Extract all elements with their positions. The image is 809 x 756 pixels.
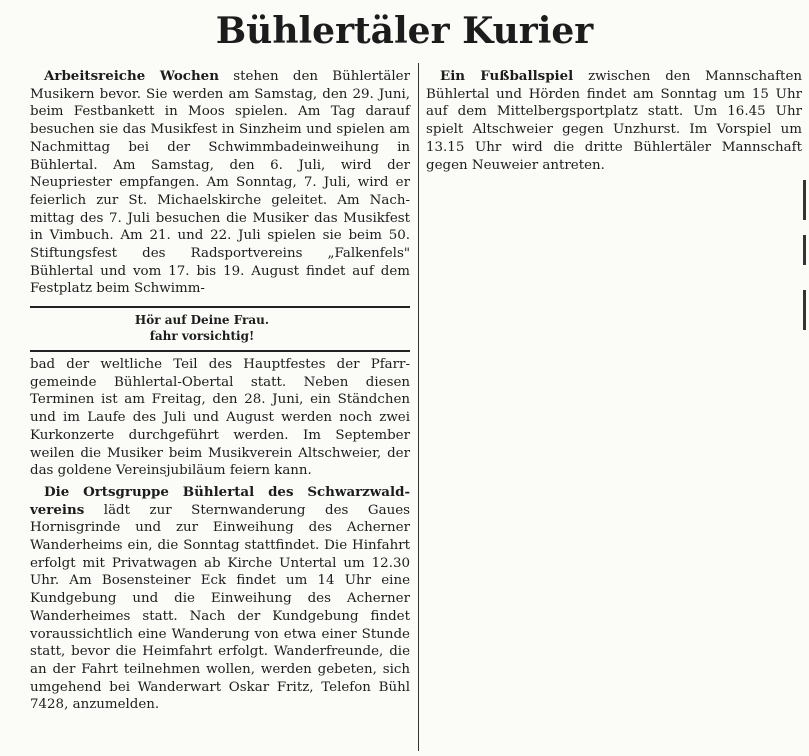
article-music-lead: Arbeitsreiche Wochen [44,68,219,84]
notice-rule-bottom [30,350,410,352]
scan-edge-mark [803,235,806,265]
column-divider [418,63,419,751]
article-music-part1 [30,68,410,298]
notice-box [30,312,410,344]
article-football-lead: Ein Fußballspiel [440,68,574,84]
notice-line1: Hör auf Deine Frau. [134,313,270,327]
article-football [426,68,802,174]
scan-edge-mark [803,180,806,220]
article-music-body2: bad der weltliche Teil des Hauptfestes der Pfarrgemeinde Bühlertal-Obertal statt. Neben diesen Terminen ist am Freitag, den 28. Juni, ein Ständchen und im Laufe des Juli und August werden noch zwei Kurkonzerte durchgeführt werden. Im September weilen die Musiker beim Musikverein Altschweier, der das goldene Vereinsjubiläum feiern kann. [30,357,410,479]
scan-edge-mark [803,290,806,330]
article-hiking-lead: Die Ortsgruppe Bühlertal des Schwarzwaldvereins [30,483,410,518]
newspaper-title: Bühlertäler Kurier [215,10,594,52]
article-football-body: zwischen den Mannschaften Bühlertal und Hörden findet am Sonntag um 15 Uhr auf dem Mittelbergsportplatz statt. Um 16.45 Uhr spielt Altschweier gegen Unzhurst. Im Vorspiel um 13.15 Uhr wird die dritte Bühlertäler Mannschaft gegen Neuweier antreten. [426,69,802,173]
notice-rule-top [30,306,410,308]
notice-line2: fahr vorsichtig! [149,329,255,343]
article-hiking-body: lädt zur Sternwanderung des Gaues Hornisgrinde und zur Einweihung des Acherner Wanderheims ein, die Sonntag stattfindet. Die Hinfahrt erfolgt mit Privatwagen ab Kirche Untertal um 12.30 Uhr. Am Bosensteiner Eck findet um 14 Uhr eine Kundgebung und die Einweihung des Acherner Wanderheimes statt. Nach der Kundgebung findet voraussichtlich eine Wanderung von etwa einer Stunde statt, bevor die Heimfahrt erfolgt. Wanderfreunde, die an der Fahrt teilnehmen wollen, werden gebeten, sich umgehend bei Wanderwart Oskar Fritz, Telefon Bühl 7428, anzumelden. [30,502,410,713]
article-music-part2 [30,356,410,714]
article-music-body1: stehen den Bühlertäler Musikern bevor. Sie werden am Samstag, den 29. Juni, beim Festbankett in Moos spielen. Am Tag darauf besuchen sie das Musikfest in Sinzheim und spielen am Nachmittag bei der Schwimmbadeinweihung in Bühlertal. Am Samstag, den 6. Juli, wird der Neupriester empfangen. Am Sonntag, 7. Juli, wird er feierlich zur St. Michaelskirche geleitet. Am Nachmittag des 7. Juli besuchen die Musiker das Musikfest in Vimbuch. Am 21. und 22. Juli spielen sie beim 50. Stiftungsfest des Radsportvereins „Falkenfels" Bühlertal und vom 17. bis 19. August findet auf dem Festplatz beim Schwimm- [30,69,410,297]
